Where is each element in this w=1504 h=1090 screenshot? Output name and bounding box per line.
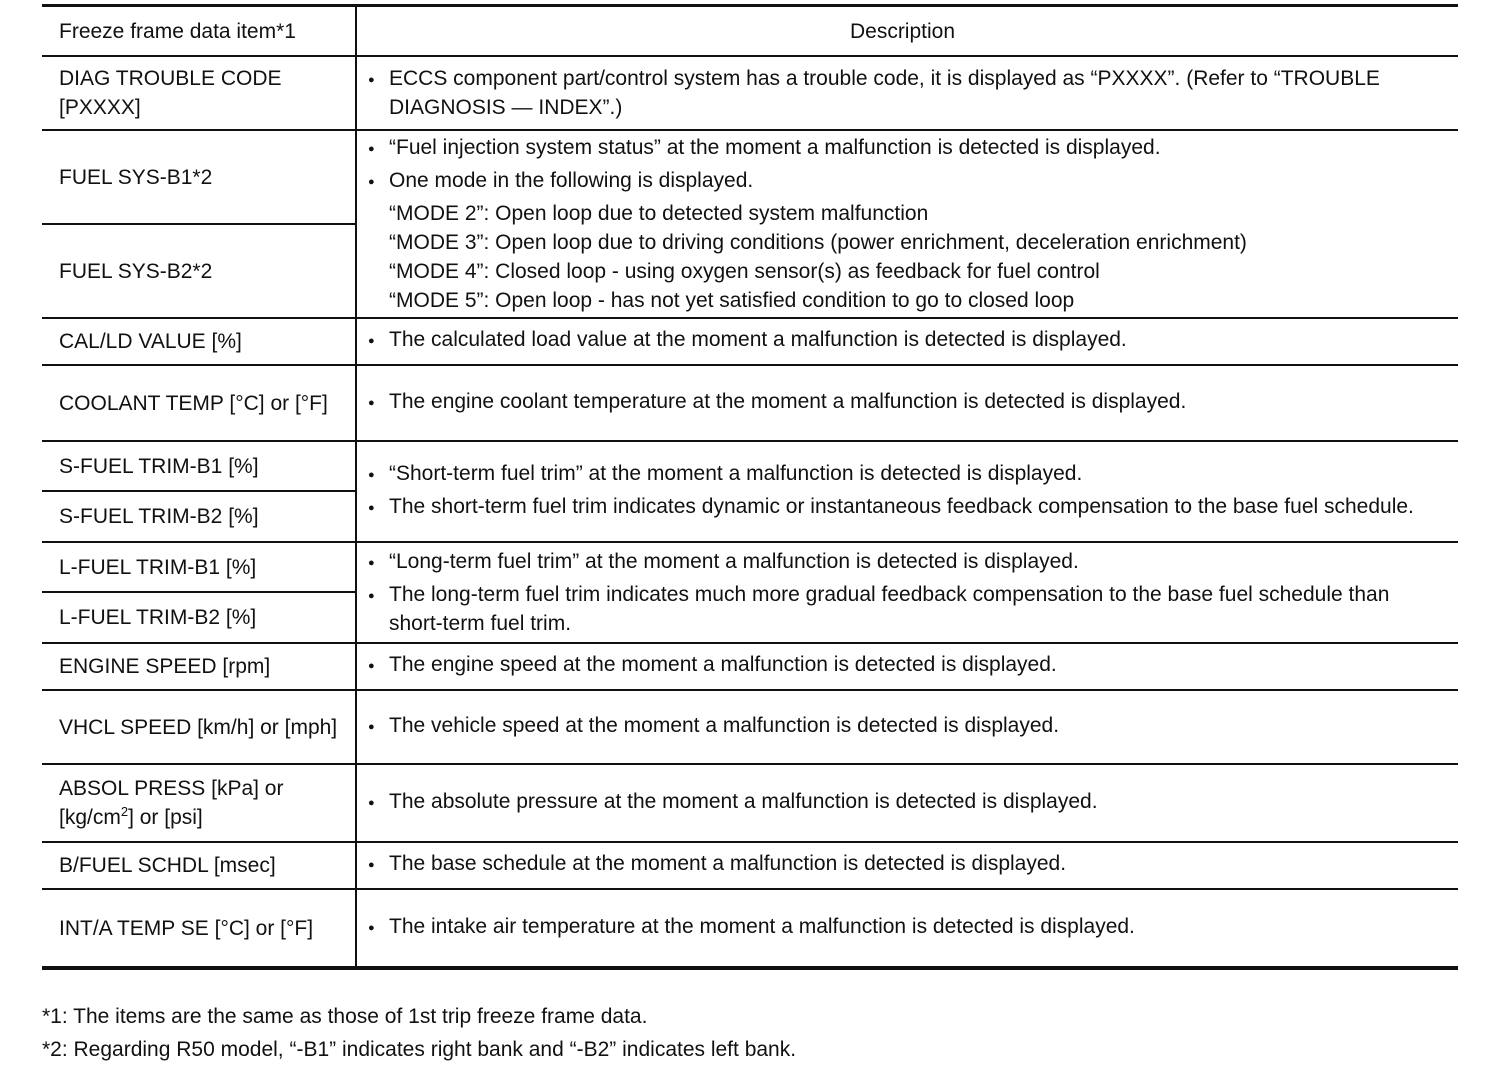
description-text: The base schedule at the moment a malfunction is detected is displayed. — [389, 852, 1067, 875]
description-text: The engine speed at the moment a malfunction is detected is displayed. — [389, 653, 1057, 676]
bullet-icon — [365, 387, 389, 420]
item-cell: FUEL SYS-B2*2 — [42, 224, 356, 318]
description-cell — [356, 643, 1458, 690]
item-text: ABSOL PRESS [kPa] or [kg/cm — [59, 777, 284, 829]
description-text: The intake air temperature at the moment a malfunction is detected is displayed. — [389, 914, 1135, 938]
header-item: Freeze frame data item*1 — [42, 6, 356, 57]
description-text: The engine coolant temperature at the moment a malfunction is detected is displayed. — [389, 389, 1187, 413]
table-row — [42, 764, 1458, 842]
mode-line: “MODE 2”: Open loop due to detected system malfunction — [389, 202, 929, 225]
table-row — [42, 690, 1458, 764]
item-cell: L-FUEL TRIM-B1 [%] — [42, 542, 356, 592]
mode-line: “MODE 5”: Open loop - has not yet satisfied condition to go to closed loop — [389, 289, 1075, 312]
bullet-icon — [365, 133, 389, 166]
item-cell: CAL/LD VALUE [%] — [42, 318, 356, 365]
freeze-frame-table — [42, 4, 1458, 970]
description-cell — [356, 690, 1458, 764]
description-cell — [356, 842, 1458, 889]
bullet-icon — [365, 650, 389, 683]
description-text: “Short-term fuel trim” at the moment a malfunction is detected is displayed. — [389, 461, 1083, 485]
header-description: Description — [356, 6, 1458, 57]
item-cell: FUEL SYS-B1*2 — [42, 130, 356, 224]
item-cell: ENGINE SPEED [rpm] — [42, 643, 356, 690]
description-text: The long-term fuel trim indicates much more gradual feedback compensation to the base fuel schedule than short-term fuel trim. — [389, 583, 1390, 635]
description-cell — [356, 365, 1458, 441]
bullet-icon — [365, 547, 389, 580]
table-row — [42, 889, 1458, 968]
table-row — [42, 441, 1458, 491]
mode-line: “MODE 4”: Closed loop - using oxygen sensor(s) as feedback for fuel control — [389, 260, 1100, 283]
description-cell — [356, 764, 1458, 842]
description-text: The absolute pressure at the moment a malfunction is detected is displayed. — [389, 789, 1098, 813]
table-row — [42, 542, 1458, 592]
mode-line: “MODE 3”: Open loop due to driving conditions (power enrichment, deceleration enrichment) — [389, 231, 1247, 254]
description-cell — [356, 441, 1458, 542]
item-cell: S-FUEL TRIM-B2 [%] — [42, 491, 356, 542]
description-cell — [356, 56, 1458, 130]
description-cell — [356, 542, 1458, 643]
description-text: ECCS component part/control system has a trouble code, it is displayed as “PXXXX”. (Refer to “TROUBLE DIAGNOSIS — INDEX”.) — [389, 67, 1380, 119]
table-row — [42, 56, 1458, 130]
table-row — [42, 318, 1458, 365]
item-text: ] or [psi] — [128, 806, 203, 829]
description-cell — [356, 130, 1458, 318]
bullet-icon — [365, 912, 389, 945]
item-cell: B/FUEL SCHDL [msec] — [42, 842, 356, 889]
item-cell — [42, 764, 356, 842]
item-cell: L-FUEL TRIM-B2 [%] — [42, 592, 356, 643]
bullet-icon — [365, 166, 389, 199]
table-row — [42, 842, 1458, 889]
bullet-icon — [365, 711, 389, 744]
table-row — [42, 365, 1458, 441]
table-row — [42, 130, 1458, 224]
item-cell: COOLANT TEMP [°C] or [°F] — [42, 365, 356, 441]
item-cell: DIAG TROUBLE CODE [PXXXX] — [42, 56, 356, 130]
description-text: “Fuel injection system status” at the moment a malfunction is detected is displayed. — [389, 136, 1161, 159]
item-cell: S-FUEL TRIM-B1 [%] — [42, 441, 356, 491]
footnotes — [42, 1000, 796, 1066]
item-cell: INT/A TEMP SE [°C] or [°F] — [42, 889, 356, 968]
description-cell — [356, 889, 1458, 968]
table-row — [42, 643, 1458, 690]
table-header-row — [42, 6, 1458, 57]
superscript: 2 — [120, 804, 129, 819]
bullet-icon — [365, 787, 389, 820]
bullet-icon — [365, 492, 389, 525]
bullet-icon — [365, 64, 389, 97]
description-text: The vehicle speed at the moment a malfunction is detected is displayed. — [389, 713, 1060, 737]
description-text: The short-term fuel trim indicates dynamic or instantaneous feedback compensation to the base fuel schedule. — [389, 494, 1414, 518]
bullet-icon — [365, 580, 389, 613]
description-text: The calculated load value at the moment a malfunction is detected is displayed. — [389, 328, 1127, 351]
description-text: “Long-term fuel trim” at the moment a malfunction is detected is displayed. — [389, 550, 1079, 573]
item-cell: VHCL SPEED [km/h] or [mph] — [42, 690, 356, 764]
bullet-icon — [365, 325, 389, 358]
description-text: One mode in the following is displayed. — [389, 169, 754, 192]
description-cell — [356, 318, 1458, 365]
footnote-2: *2: Regarding R50 model, “-B1” indicates right bank and “-B2” indicates left bank. — [42, 1038, 797, 1061]
bullet-icon — [365, 849, 389, 882]
footnote-1: *1: The items are the same as those of 1st trip freeze frame data. — [42, 1005, 648, 1028]
bullet-icon — [365, 459, 389, 492]
